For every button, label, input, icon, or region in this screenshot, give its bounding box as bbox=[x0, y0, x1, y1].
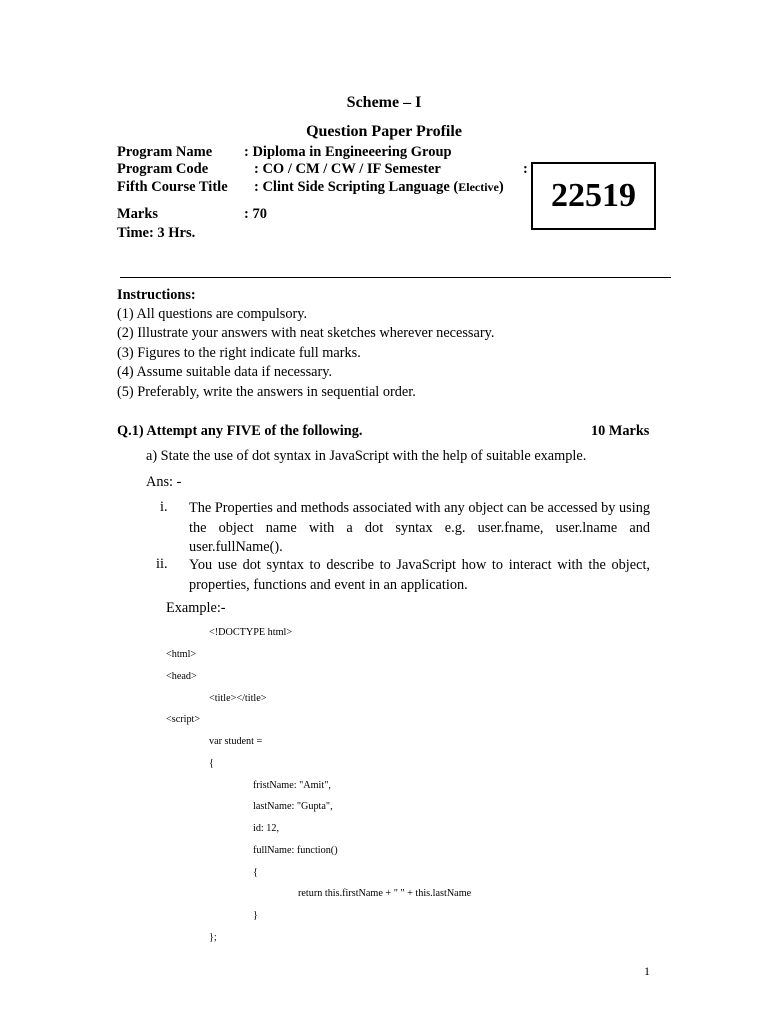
question-marks: 10 Marks bbox=[591, 423, 650, 439]
marks-label: Marks bbox=[117, 206, 159, 222]
code-line: } bbox=[253, 910, 258, 921]
program-name-label: Program Name bbox=[117, 144, 213, 160]
instruction-item: (1) All questions are compulsory. bbox=[117, 306, 308, 322]
scheme-heading: Scheme – I bbox=[346, 94, 422, 111]
point-number: i. bbox=[160, 499, 168, 515]
example-label: Example:- bbox=[166, 600, 226, 616]
code-line: { bbox=[253, 867, 258, 878]
header-divider bbox=[120, 277, 671, 278]
instructions-heading: Instructions: bbox=[117, 287, 196, 303]
program-name-value: : Diploma in Engineeering Group bbox=[244, 144, 452, 160]
instruction-item: (2) Illustrate your answers with neat sketches wherever necessary. bbox=[117, 325, 495, 341]
code-line: <head> bbox=[166, 671, 197, 682]
marks-value: : 70 bbox=[244, 206, 267, 222]
code-line: fullName: function() bbox=[253, 845, 338, 856]
program-code-colon: : bbox=[523, 161, 528, 177]
code-line: lastName: "Gupta", bbox=[253, 801, 333, 812]
course-title-value: : Clint Side Scripting Language (Elective) bbox=[254, 179, 504, 195]
program-code-value: : CO / CM / CW / IF Semester bbox=[254, 161, 441, 177]
point-number: ii. bbox=[156, 556, 168, 572]
code-line: var student = bbox=[209, 736, 263, 747]
question-heading: Q.1) Attempt any FIVE of the following. bbox=[117, 423, 363, 439]
code-line: fristName: "Amit", bbox=[253, 780, 331, 791]
program-code-label: Program Code bbox=[117, 161, 209, 177]
answer-label: Ans: - bbox=[146, 474, 182, 490]
time-label: Time: 3 Hrs. bbox=[117, 225, 196, 241]
code-line: <!DOCTYPE html> bbox=[209, 627, 293, 638]
course-code-box: 22519 bbox=[531, 162, 656, 230]
answer-point: You use dot syntax to describe to JavaScript how to interact with the object, properties, functions and event in an application. bbox=[189, 557, 650, 593]
instruction-item: (3) Figures to the right indicate full marks. bbox=[117, 345, 361, 361]
instruction-item: (5) Preferably, write the answers in sequential order. bbox=[117, 384, 416, 400]
code-line: <script> bbox=[166, 714, 201, 725]
page-title: Question Paper Profile bbox=[306, 123, 462, 140]
code-line: return this.firstName + " " + this.lastName bbox=[298, 888, 472, 899]
code-line: { bbox=[209, 758, 214, 769]
answer-point: The Properties and methods associated with any object can be accessed by using the object name with a dot syntax e.g. user.fname, user.lname and user.fullName(). bbox=[189, 500, 650, 555]
instruction-item: (4) Assume suitable data if necessary. bbox=[117, 364, 333, 380]
page-number: 1 bbox=[644, 964, 650, 978]
course-title-label: Fifth Course Title bbox=[117, 179, 228, 195]
code-line: }; bbox=[209, 932, 217, 943]
code-line: <title></title> bbox=[209, 693, 267, 704]
question-part-a: a) State the use of dot syntax in JavaScript with the help of suitable example. bbox=[146, 448, 587, 464]
code-line: <html> bbox=[166, 649, 197, 660]
code-line: id: 12, bbox=[253, 823, 280, 834]
